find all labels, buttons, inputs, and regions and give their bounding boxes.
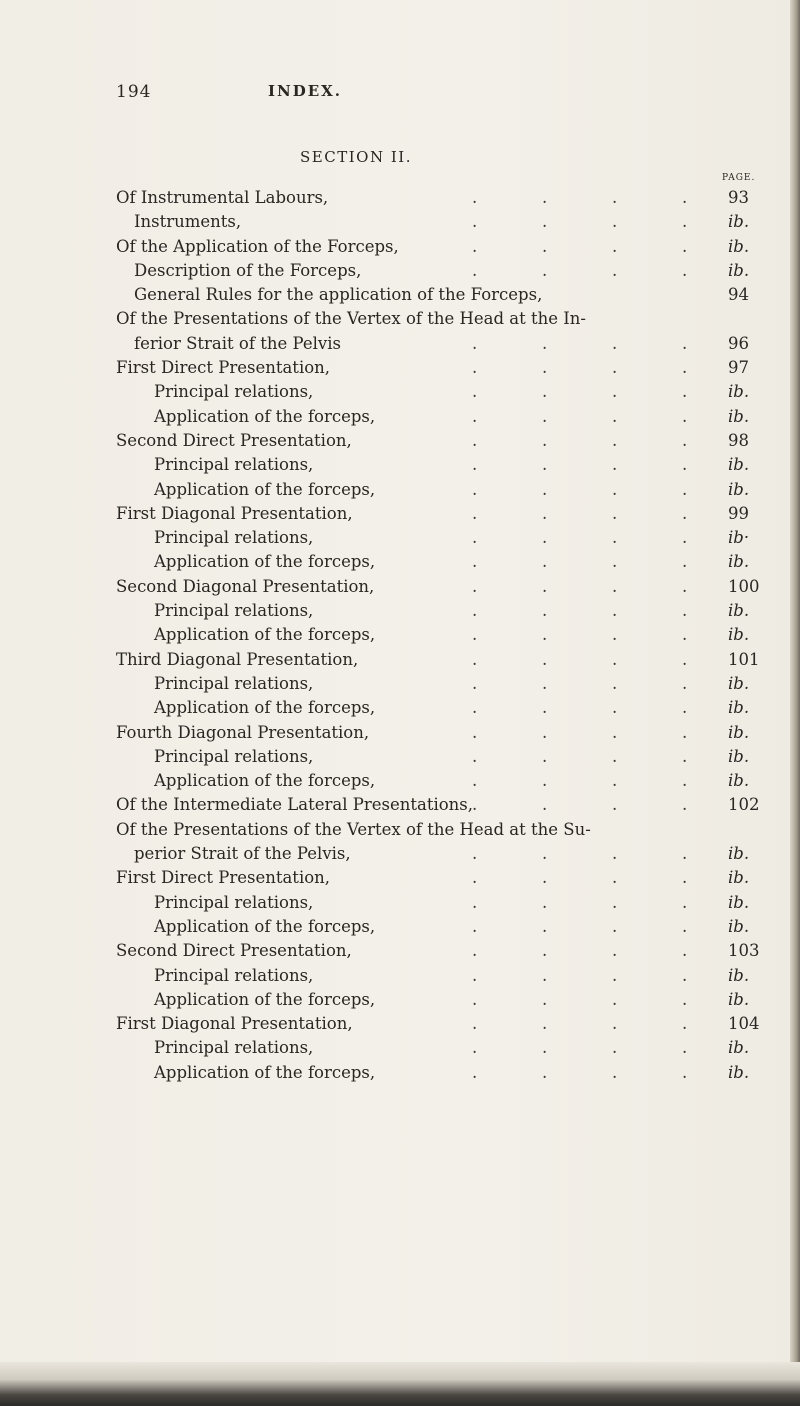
- entry-page-number: 94: [728, 285, 749, 305]
- entry-page-number: ib.: [728, 892, 750, 912]
- index-entry: Application of the forceps, . . . . ib.: [0, 405, 800, 429]
- entry-text: Principal relations,: [154, 746, 314, 766]
- entry-page-number: 100: [728, 576, 760, 596]
- index-entry: Principal relations, . . . . ib.: [0, 891, 800, 915]
- entry-page-number: 96: [728, 333, 749, 353]
- entry-text: Principal relations,: [154, 1038, 314, 1058]
- index-entry: Of the Application of the Forceps, . . . . ib.: [0, 235, 800, 259]
- scan-bottom-edge: [0, 1362, 800, 1406]
- index-entry: First Diagonal Presentation, . . . . 99: [0, 502, 800, 526]
- entry-text: Application of the forceps,: [154, 1062, 376, 1082]
- entry-text: General Rules for the application of the Forceps,: [134, 285, 543, 305]
- page-column-heading: PAGE.: [722, 173, 756, 183]
- index-entry: Principal relations, . . . . ib.: [0, 745, 800, 769]
- index-entry: Application of the forceps, . . . . ib.: [0, 478, 800, 502]
- index-entry: Fourth Diagonal Presentation, . . . . ib.: [0, 721, 800, 745]
- entry-page-number: ib.: [728, 989, 750, 1009]
- entry-text: Instruments,: [134, 212, 242, 232]
- entry-page-number: 99: [728, 503, 749, 523]
- entry-page-number: ib.: [728, 771, 750, 791]
- index-entry: Application of the forceps, . . . . ib.: [0, 915, 800, 939]
- index-entry: Third Diagonal Presentation, . . . . 101: [0, 648, 800, 672]
- index-entry: Principal relations, . . . . ib·: [0, 526, 800, 550]
- index-entry: [0, 283, 800, 307]
- entry-text: First Direct Presentation,: [116, 358, 331, 378]
- index-entry: Principal relations, . . . . ib.: [0, 599, 800, 623]
- index-entry: First Direct Presentation, . . . . 97: [0, 356, 800, 380]
- index-entry: Second Direct Presentation, . . . . 98: [0, 429, 800, 453]
- entry-text: First Diagonal Presentation,: [116, 1014, 353, 1034]
- entry-text: Application of the forceps,: [154, 625, 376, 645]
- entry-text: Principal relations,: [154, 455, 314, 475]
- entry-page-number: ib.: [728, 455, 750, 475]
- entry-text: First Direct Presentation,: [116, 868, 331, 888]
- entry-page-number: ib.: [728, 260, 750, 280]
- entry-text: Principal relations,: [154, 892, 314, 912]
- entry-text: Of the Presentations of the Vertex of the Head at the Su-: [116, 819, 591, 839]
- index-entries: [0, 186, 800, 1085]
- entry-text: Principal relations,: [154, 382, 314, 402]
- index-entry: Principal relations, . . . . ib.: [0, 453, 800, 477]
- index-entry: Second Direct Presentation, . . . . 103: [0, 939, 800, 963]
- index-entry: First Direct Presentation, . . . . ib.: [0, 866, 800, 890]
- running-title: INDEX.: [268, 82, 343, 100]
- entry-text: Application of the forceps,: [154, 989, 376, 1009]
- entry-text: Application of the forceps,: [154, 406, 376, 426]
- index-entry: Second Diagonal Presentation, . . . . 100: [0, 575, 800, 599]
- entry-text: Second Diagonal Presentation,: [116, 576, 375, 596]
- index-entry: Description of the Forceps, . . . . ib.: [0, 259, 800, 283]
- index-entry: Application of the forceps, . . . . ib.: [0, 988, 800, 1012]
- entry-text: Second Direct Presentation,: [116, 941, 352, 961]
- entry-page-number: ib.: [728, 1038, 750, 1058]
- index-entry: Principal relations, . . . . ib.: [0, 672, 800, 696]
- entry-text: Principal relations,: [154, 965, 314, 985]
- index-entry: Instruments, . . . . ib.: [0, 210, 800, 234]
- entry-page-number: ib.: [728, 1062, 750, 1082]
- entry-page-number: ib.: [728, 406, 750, 426]
- entry-page-number: ib.: [728, 236, 750, 256]
- entry-text: First Diagonal Presentation,: [116, 503, 353, 523]
- entry-text: Application of the forceps,: [154, 552, 376, 572]
- entry-page-number: ib.: [728, 698, 750, 718]
- page-number: 194: [116, 82, 152, 102]
- entry-page-number: [728, 307, 772, 331]
- index-entry: Application of the forceps, . . . . ib.: [0, 623, 800, 647]
- entry-text: Description of the Forceps,: [134, 260, 362, 280]
- entry-text: Application of the forceps,: [154, 479, 376, 499]
- index-entry: Of the Intermediate Lateral Presentations, . . . . 102: [0, 793, 800, 817]
- entry-page-number: ib.: [728, 625, 750, 645]
- index-entry: ferior Strait of the Pelvis . . . . 96: [0, 332, 800, 356]
- entry-page-number: ib.: [728, 916, 750, 936]
- entry-text: Second Direct Presentation,: [116, 430, 352, 450]
- index-entry: Principal relations, . . . . ib.: [0, 380, 800, 404]
- entry-text: Principal relations,: [154, 673, 314, 693]
- entry-page-number: 97: [728, 358, 749, 378]
- entry-text: Of the Intermediate Lateral Presentations,: [116, 795, 473, 815]
- entry-text: Application of the forceps,: [154, 916, 376, 936]
- entry-page-number: [728, 818, 772, 842]
- index-entry: Of Instrumental Labours, . . . . 93: [0, 186, 800, 210]
- entry-page-number: ib·: [728, 528, 750, 548]
- index-entry: [0, 818, 800, 842]
- entry-page-number: ib.: [728, 868, 750, 888]
- entry-text: Fourth Diagonal Presentation,: [116, 722, 370, 742]
- entry-page-number: 101: [728, 649, 760, 669]
- entry-page-number: ib.: [728, 746, 750, 766]
- entry-page-number: 103: [728, 941, 760, 961]
- index-entry: Application of the forceps, . . . . ib.: [0, 1061, 800, 1085]
- section-title: SECTION II.: [300, 148, 412, 166]
- entry-text: Of the Presentations of the Vertex of the Head at the In-: [116, 309, 587, 329]
- entry-page-number: ib.: [728, 673, 750, 693]
- index-entry: Principal relations, . . . . ib.: [0, 964, 800, 988]
- entry-page-number: ib.: [728, 212, 750, 232]
- entry-text: perior Strait of the Pelvis,: [134, 844, 351, 864]
- entry-text: ferior Strait of the Pelvis: [134, 333, 341, 353]
- index-entry: Application of the forceps, . . . . ib.: [0, 550, 800, 574]
- entry-page-number: 102: [728, 795, 760, 815]
- entry-text: Third Diagonal Presentation,: [116, 649, 359, 669]
- entry-page-number: ib.: [728, 552, 750, 572]
- index-entry: Application of the forceps, . . . . ib.: [0, 769, 800, 793]
- entry-text: Application of the forceps,: [154, 771, 376, 791]
- entry-page-number: 104: [728, 1014, 760, 1034]
- index-entry: First Diagonal Presentation, . . . . 104: [0, 1012, 800, 1036]
- entry-page-number: ib.: [728, 479, 750, 499]
- index-entry: Application of the forceps, . . . . ib.: [0, 696, 800, 720]
- index-entry: Principal relations, . . . . ib.: [0, 1036, 800, 1060]
- page-header: [116, 82, 496, 106]
- entry-text: Principal relations,: [154, 528, 314, 548]
- entry-page-number: ib.: [728, 601, 750, 621]
- entry-page-number: 93: [728, 188, 749, 207]
- entry-page-number: ib.: [728, 844, 750, 864]
- entry-page-number: ib.: [728, 382, 750, 402]
- entry-page-number: ib.: [728, 722, 750, 742]
- entry-page-number: ib.: [728, 965, 750, 985]
- entry-text: Principal relations,: [154, 601, 314, 621]
- entry-text: Of the Application of the Forceps,: [116, 236, 399, 256]
- index-entry: perior Strait of the Pelvis, . . . . ib.: [0, 842, 800, 866]
- entry-text: Application of the forceps,: [154, 698, 376, 718]
- entry-page-number: 98: [728, 430, 749, 450]
- index-entry: [0, 307, 800, 331]
- entry-text: Of Instrumental Labours,: [116, 188, 329, 207]
